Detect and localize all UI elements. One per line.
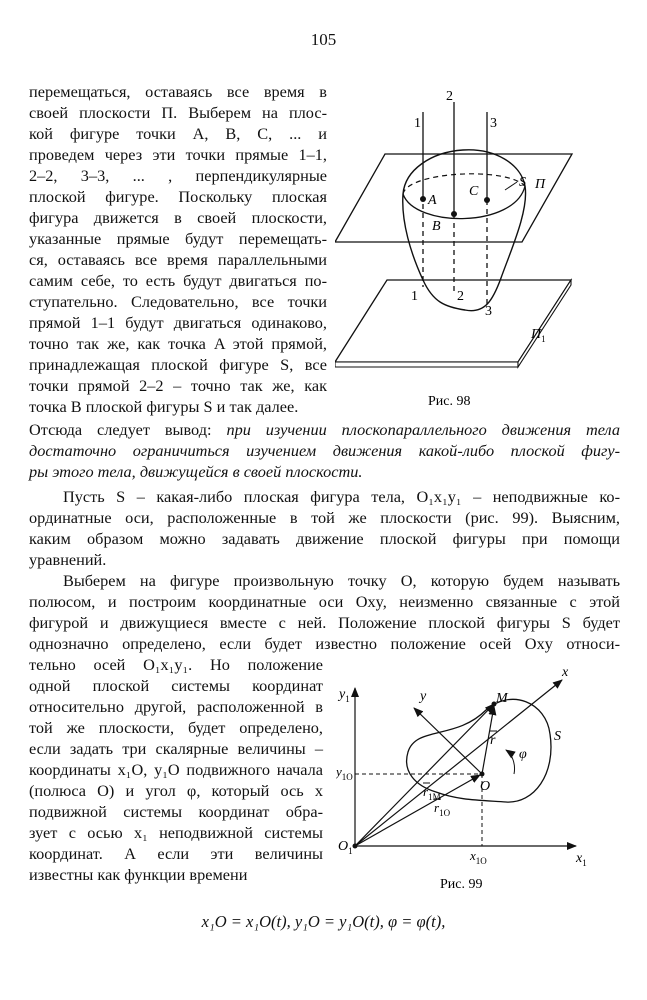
text-line: точки прямой 2–2 – точно так же, как: [29, 376, 327, 395]
label-r1m: $r_{1M}$: [423, 784, 441, 802]
label-o1: $O_1$: [338, 839, 353, 856]
text-line: полюсом, и построим координатные оси Oxy, неизменно связанные с этой: [29, 592, 620, 611]
text-line: точка B плоской фигуры S и так далее.: [29, 397, 299, 416]
label-1-top: 1: [414, 116, 421, 131]
text-line: тельно осей O₁x₁y₁. Но положение: [29, 655, 323, 674]
label-r1o: $r_{1O}$: [434, 800, 451, 818]
text-line: если задать три скалярные величины –: [29, 739, 323, 758]
text-line: одной плоской системы координат: [29, 676, 323, 695]
text-line: известны как функции времени: [29, 865, 248, 884]
figure-99: [336, 664, 596, 896]
label-b: B: [432, 219, 441, 234]
text-line: подвижной системы координат обра-: [29, 802, 323, 821]
axis-x: [355, 680, 562, 846]
text-line: каким образом можно задавать движение плоской фигуры при помощи: [29, 529, 620, 548]
label-3-bottom: 3: [485, 304, 492, 319]
label-3-top: 3: [490, 116, 497, 131]
label-s: S: [554, 729, 561, 744]
text-line: указанные прямые будут перемещать-: [29, 229, 327, 248]
label-x: x: [562, 665, 569, 680]
text-line: ся, оставаясь все время параллельными: [29, 250, 327, 269]
label-2-top: 2: [446, 89, 453, 104]
vector-r1o: [355, 775, 480, 846]
text-line: своей плоскости Π. Выберем на плос-: [29, 103, 327, 122]
label-1-bottom: 1: [411, 289, 418, 304]
text-line: той же плоскости, будет определено,: [29, 718, 323, 737]
text-line: самим себе, то есть будут двигаться по-: [29, 271, 327, 290]
text-line: плоской фигуре. Поскольку плоская: [29, 187, 327, 206]
plane-pi1: [335, 280, 571, 362]
point-o: [480, 772, 485, 777]
angle-phi-arc: [506, 750, 515, 774]
text-line: фигурой и движущиеся вместе с ней. Положение плоской фигуры S будет: [29, 613, 620, 632]
label-y: y: [420, 689, 427, 704]
label-y1: $y_1$: [339, 687, 350, 704]
figure-99-caption: Рис. 99: [440, 877, 483, 892]
label-pi: Π: [535, 177, 546, 192]
label-x1: $x_1$: [576, 851, 587, 868]
vector-r1m: [355, 704, 494, 846]
text-line: координаты x₁O, y₁O подвижного начала: [29, 760, 323, 779]
text-line: относительно другой, расположенной в: [29, 697, 323, 716]
section-front: [403, 186, 525, 219]
point-b: [451, 211, 457, 217]
conclusion-line-3: ры этого тела, движущейся в своей плоскости.: [29, 462, 363, 481]
label-o: O: [480, 779, 491, 794]
text-line: уравнений.: [29, 550, 107, 569]
text-line: зует с осью x₁ неподвижной системы: [29, 823, 323, 842]
point-o1: [353, 844, 358, 849]
label-y1o: $y_{1O}$: [336, 764, 353, 782]
conclusion-lead: Отсюда следует вывод:: [29, 420, 212, 439]
label-r: r: [490, 733, 496, 748]
point-a: [420, 196, 426, 202]
conclusion-line-1: [29, 420, 620, 440]
s-leader: [505, 182, 517, 190]
text-line: точно так же, как точка A этой прямой,: [29, 334, 327, 353]
conclusion-line-2: достаточно ограничиться изучением движения какой-либо плоской фигу-: [29, 441, 620, 460]
label-a: A: [428, 193, 437, 208]
text-line: координат. А если эти величины: [29, 844, 323, 863]
figure-98-caption: Рис. 98: [428, 394, 471, 409]
text-line: Пусть S – какая-либо плоская фигура тела, O₁x₁y₁ – неподвижные ко-: [63, 487, 620, 506]
text-line: ступательно. Следовательно, все точки: [29, 292, 327, 311]
equations-line: x₁O = x₁O(t), y₁O = y₁O(t), φ = φ(t),: [201, 912, 446, 931]
plane-pi1-edge: [335, 362, 518, 367]
section-back: [403, 174, 525, 194]
text-line: прямой 1–1 будут двигаться одинаково,: [29, 313, 327, 332]
conclusion-italic-1: при изучении плоскопараллельного движения тела: [226, 420, 620, 439]
text-line: принадлежащая плоской фигуре S, все: [29, 355, 327, 374]
text-line: перемещаться, оставаясь все время в: [29, 82, 327, 101]
axis-y: [414, 708, 482, 774]
text-line: Выберем на фигуре произвольную точку O, которую будем называть: [63, 571, 620, 590]
label-s: S: [519, 175, 526, 190]
figure-98: [335, 82, 585, 412]
text-line: кой фигуре точки A, B, C, ... и: [29, 124, 327, 143]
text-line: фигура движется в своей плоскости,: [29, 208, 327, 227]
label-pi1: $\Pi_1$: [531, 327, 546, 344]
label-phi: φ: [519, 747, 527, 762]
text-line: 2–2, 3–3, ... , перпендикулярные: [29, 166, 327, 185]
text-line: ординатные оси, расположенные в той же плоскости (рис. 99). Выясним,: [29, 508, 620, 527]
label-x1o: $x_{1O}$: [470, 848, 487, 866]
text-line: (полюса O) и угол φ, который ось x: [29, 781, 323, 800]
label-c: C: [469, 184, 479, 199]
label-m: M: [496, 691, 508, 706]
label-2-bottom: 2: [457, 289, 464, 304]
text-line: однозначно определено, если будет известно положение осей Oxy относи-: [29, 634, 620, 653]
point-c: [484, 197, 490, 203]
page-number: 105: [310, 30, 337, 49]
text-line: проведем через эти точки прямые 1–1,: [29, 145, 327, 164]
